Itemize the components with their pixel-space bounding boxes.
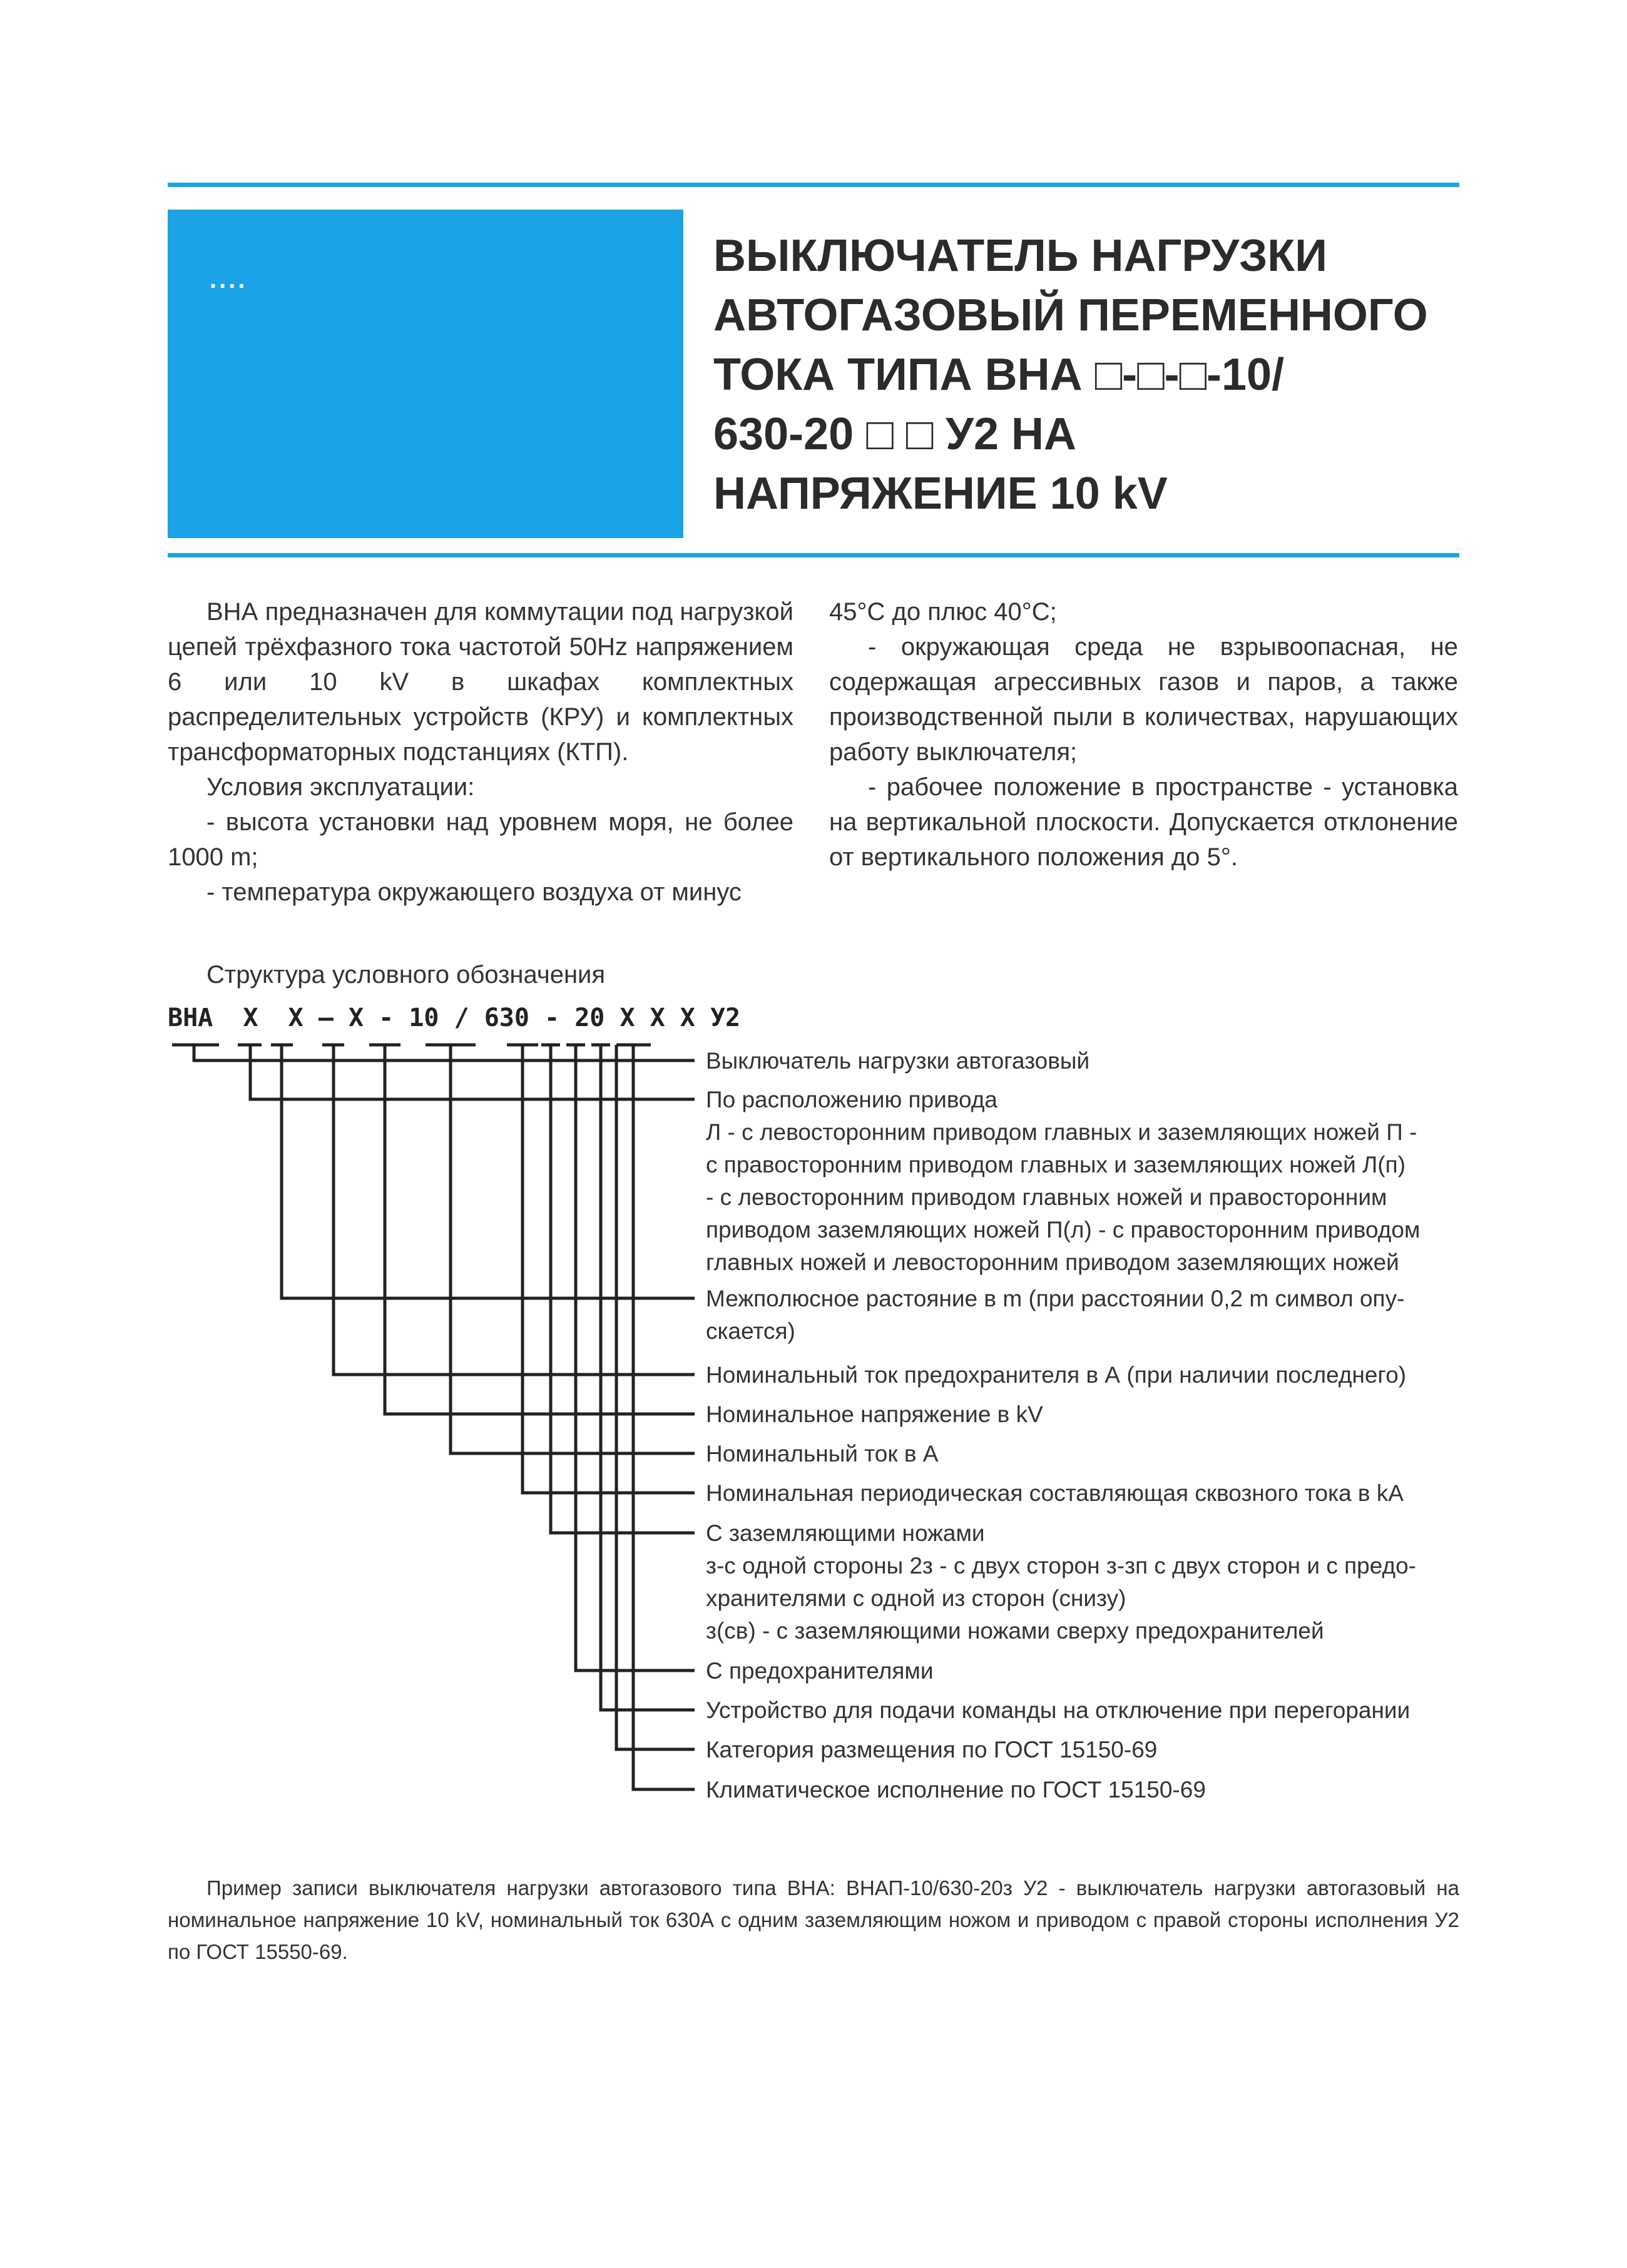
legend-item: Межполюсное растояние в m (при расстоянии 0,2 m символ опу- (706, 1286, 1405, 1311)
title-line: НАПРЯЖЕНИЕ 10 kV (713, 469, 1168, 519)
condition-item: - температура окружающего воздуха от минус (207, 878, 742, 906)
intro-paragraph: ВНА предназначен для коммутации под нагрузкой цепей трёхфазного тока частотой 50Hz напряжением 6 или 10 kV в шкафах комплектных распределительных устройств (КРУ) и комплектных трансформаторных подстанциях (КТП). (168, 598, 793, 766)
structure-caption: Структура условного обозначения (207, 961, 606, 989)
title-line: АВТОГАЗОВЫЙ ПЕРЕМЕННОГО (713, 290, 1428, 340)
header-box-dots: .... (210, 266, 248, 293)
legend-item: Номинальный ток в А (706, 1441, 939, 1467)
title-line: ТОКА ТИПА ВНА □-□-□-10/ (713, 350, 1285, 400)
legend-detail: з(св) - с заземляющими ножами сверху предохранителей (706, 1618, 1324, 1644)
legend-item: Категория размещения по ГОСТ 15150-69 (706, 1737, 1158, 1762)
legend-detail: хранителями с одной из сторон (снизу) (706, 1585, 1126, 1611)
conditions-heading: Условия эксплуатации: (207, 773, 475, 801)
legend-item: Номинальное напряжение в kV (706, 1401, 1043, 1427)
legend-detail: с правосторонним приводом главных и заземляющих ножей Л(п) (706, 1152, 1406, 1177)
tree-connectors (194, 1045, 695, 1789)
legend-detail: главных ножей и левосторонним приводом заземляющих ножей (706, 1249, 1399, 1275)
title-line: ВЫКЛЮЧАТЕЛЬ НАГРУЗКИ (713, 231, 1327, 281)
condition-item: - окружающая среда не взрывоопасная, не содержащая агрессивных газов и паров, а также производственной пыли в количествах, нарушающих работу выключателя; (829, 633, 1458, 766)
title-line: 630-20 □ □ У2 НА (713, 409, 1077, 459)
condition-item: - высота установки над уровнем моря, не более 1000 m; (168, 808, 793, 871)
condition-item: 45°С до плюс 40°С; (829, 598, 1057, 626)
example-note: Пример записи выключателя нагрузки автогазового типа ВНА: ВНАП-10/630-20з У2 - выключатель нагрузки автогазовый на номинальное напряжение 10 kV, номинальный ток 630А с одним заземляющим ножом и приводом с правой стороны исполнения У2 по ГОСТ 15550-69. (168, 1876, 1459, 1963)
legend-item: Номинальная периодическая составляющая сквозного тока в kА (706, 1480, 1404, 1506)
designation-code: ВНА Х Х – Х - 10 / 630 - 20 Х Х Х У2 (168, 1004, 741, 1032)
legend-item: Выключатель нагрузки автогазовый (706, 1048, 1090, 1074)
legend-item: С предохранителями (706, 1658, 934, 1684)
legend-item: С заземляющими ножами (706, 1520, 985, 1546)
legend-detail: скается) (706, 1318, 795, 1344)
legend-detail: - с левосторонним приводом главных ножей и правосторонним (706, 1184, 1387, 1210)
legend-detail: з-с одной стороны 2з - с двух сторон з-зп с двух сторон и с предо- (706, 1553, 1416, 1579)
condition-item: - рабочее положение в пространстве - установка на вертикальной плоскости. Допускается отклонение от вертикального положения до 5°. (829, 773, 1458, 871)
legend-item: Климатическое исполнение по ГОСТ 15150-69 (706, 1777, 1206, 1803)
legend-item: По расположению привода (706, 1087, 997, 1112)
legend-item: Устройство для подачи команды на отключение при перегорании (706, 1697, 1410, 1723)
legend-detail: приводом заземляющих ножей П(л) - с правосторонним приводом (706, 1217, 1420, 1243)
legend-detail: Л - с левосторонним приводом главных и заземляющих ножей П - (706, 1119, 1417, 1145)
legend-item: Номинальный ток предохранителя в А (при наличии последнего) (706, 1362, 1407, 1388)
